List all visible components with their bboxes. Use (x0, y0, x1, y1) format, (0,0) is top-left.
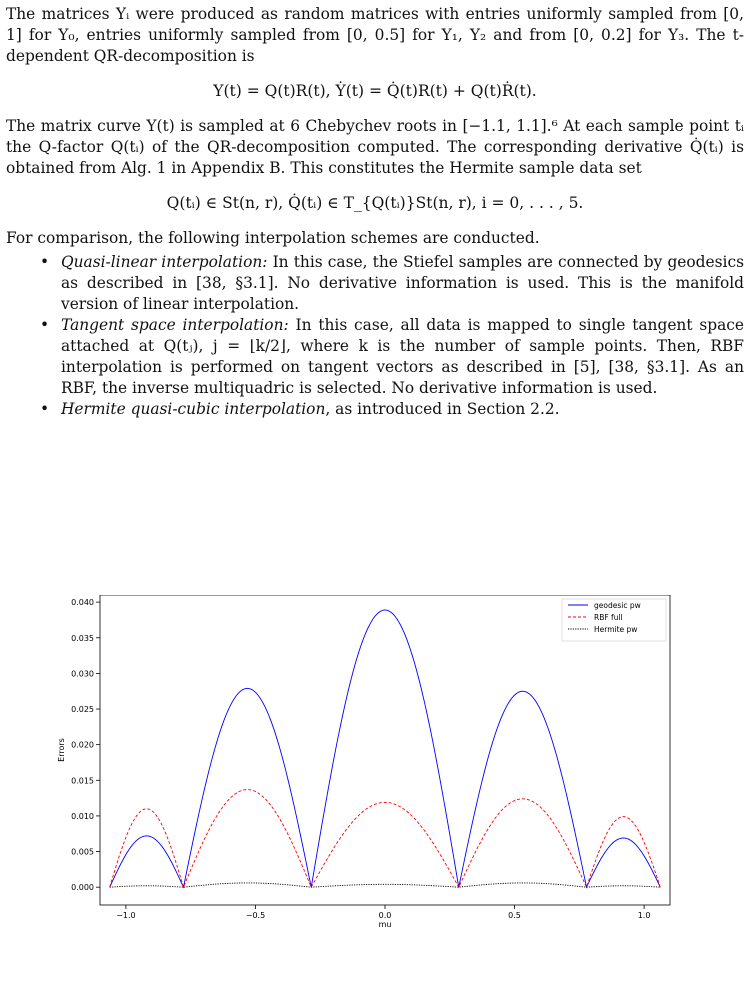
plot-frame (100, 595, 670, 905)
error-plot-figure (50, 595, 690, 935)
equation-hermite-samples: Q(tᵢ) ∈ St(n, r), Q̇(tᵢ) ∈ T_{Q(tᵢ)}St(n, r), i = 0, . . . , 5. (166, 194, 584, 212)
y-tick-label: 0.005 (71, 847, 94, 857)
x-tick-label: 0.5 (508, 911, 521, 920)
bullet-icon: • (40, 253, 50, 271)
series-line-rbf-full (110, 790, 661, 888)
y-tick-label: 0.040 (71, 598, 94, 608)
list-item (6, 315, 744, 399)
error-plot-svg (50, 595, 690, 935)
y-axis-label: Errors (57, 738, 66, 762)
y-tick-label: 0.030 (71, 669, 94, 679)
y-tick-label: 0.010 (71, 811, 94, 821)
x-tick-label: 1.0 (637, 911, 651, 920)
legend-entry: geodesic pw (594, 601, 641, 610)
paragraph-2: The matrix curve Y(t) is sampled at 6 Chebychev roots in [−1.1, 1.1].⁶ At each sample point tᵢ the Q-factor Q(tᵢ) of the QR-decomposition computed. The corresponding derivative Q̇(tᵢ) is obtained from Alg. 1 in Appendix B. This constitutes the Hermite sample data set (6, 117, 744, 177)
list-item-body: In this case, the Stiefel samples are connected by geodesics as described in [38, §3.1]. No derivative information is used. This is the manifold version of linear interpolation. (61, 253, 744, 313)
x-tick-label: 0.0 (378, 911, 392, 920)
list-item (6, 399, 744, 420)
y-tick-label: 0.015 (71, 776, 94, 786)
legend-entry: Hermite pw (594, 625, 638, 634)
series-line-hermite-pw (110, 883, 661, 887)
scheme-list (6, 252, 744, 420)
legend-entry: RBF full (594, 613, 623, 622)
paper-page (6, 4, 744, 420)
y-tick-label: 0.020 (71, 740, 94, 750)
x-axis-label: mu (378, 920, 392, 929)
bullet-icon: • (40, 400, 50, 418)
series-line-geodesic-pw (110, 610, 661, 887)
paragraph-1: The matrices Yᵢ were produced as random matrices with entries uniformly sampled from [0, 1] for Y₀, entries uniformly sampled from [0, 0.5] for Y₁, Y₂ and from [0, 0.2] for Y₃. The t-dependent QR-decomposition is (6, 5, 744, 65)
list-item-body: In this case, all data is mapped to single tangent space attached at Q(tⱼ), j = ⌊k/2⌋, where k is the number of sample points. Then, RBF interpolation is performed on tangent vectors as described in [5], [38, §3.1]. As an RBF, the inverse multiquadric is selected. No derivative information is used. (61, 316, 744, 397)
list-item-title: Hermite quasi-cubic interpolation (61, 400, 326, 418)
paragraph-3: For comparison, the following interpolation schemes are conducted. (6, 229, 540, 247)
bullet-icon: • (40, 316, 50, 334)
list-item-title: Quasi-linear interpolation: (61, 253, 268, 271)
y-tick-label: 0.035 (71, 633, 94, 643)
list-item-body: , as introduced in Section 2.2. (325, 400, 560, 418)
equation-qr-derivative: Y(t) = Q(t)R(t), Ẏ(t) = Q̇(t)R(t) + Q(t)Ṙ(t). (213, 82, 537, 100)
x-tick-label: −1.0 (116, 911, 136, 920)
list-item-title: Tangent space interpolation: (61, 316, 289, 334)
list-item (6, 252, 744, 315)
y-tick-label: 0.000 (71, 883, 94, 893)
x-tick-label: −0.5 (245, 911, 266, 920)
y-tick-label: 0.025 (71, 705, 94, 715)
